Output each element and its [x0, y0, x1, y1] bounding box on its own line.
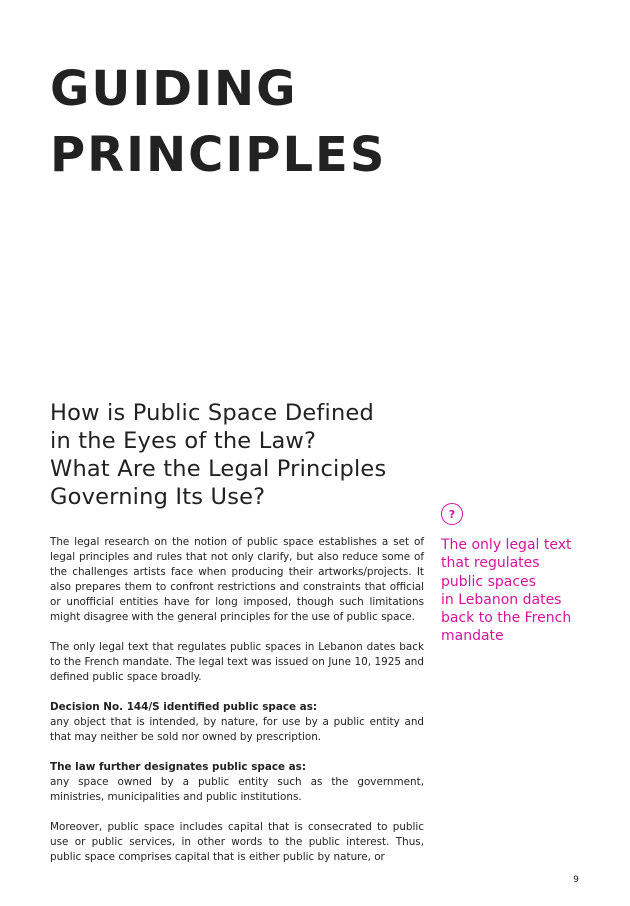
body-text-column [50, 535, 424, 865]
pull-quote [441, 536, 591, 646]
question-mark-icon: ? [441, 503, 463, 525]
body-paragraph-4 [50, 760, 424, 805]
body-paragraph-5: Moreover, public space includes capital that is consecrated to public use or public services, in other words to the public interest. Thus, public space comprises capital that is either public by nature, or [50, 821, 424, 863]
pull-quote-line-3: public spaces [441, 573, 536, 590]
pull-quote-line-5: back to the French [441, 610, 572, 627]
page-title [50, 56, 570, 188]
pull-quote-line-6: mandate [441, 628, 504, 645]
page-title-line-2: PRINCIPLES [50, 127, 387, 183]
decision-definition: any object that is intended, by nature, for use by a public entity and that may neither be sold nor owned by prescription. [50, 716, 424, 743]
law-designation-definition: any space owned by a public entity such as the government, ministries, municipalities and public institutions. [50, 776, 424, 803]
pull-quote-line-4: in Lebanon dates [441, 591, 562, 608]
body-paragraph-2: The only legal text that regulates public spaces in Lebanon dates back to the French mandate. The legal text was issued on June 10, 1925 and defined public space broadly. [50, 641, 424, 683]
pull-quote-line-1: The only legal text [441, 537, 572, 553]
page-number: 9 [573, 875, 579, 885]
section-heading [50, 399, 440, 511]
law-designation-heading: The law further designates public space as: [50, 761, 307, 773]
section-heading-line-2: in the Eyes of the Law? [50, 428, 317, 454]
pull-quote-line-2: that regulates [441, 555, 540, 572]
decision-heading: Decision No. 144/S identified public space as: [50, 701, 318, 713]
body-paragraph-3 [50, 700, 424, 745]
body-paragraph-1: The legal research on the notion of public space establishes a set of legal principles and rules that not only clarify, but also reduce some of the challenges artists face when producing their artworks/projects. It also prepares them to confront restrictions and constraints that official or unofficial entities have for long imposed, though such limitations might disagree with the general principles for the use of public space. [50, 536, 424, 623]
section-heading-line-1: How is Public Space Defined [50, 400, 374, 426]
page-title-line-1: GUIDING [50, 61, 298, 117]
section-heading-line-3: What Are the Legal Principles [50, 456, 387, 482]
sidenote [441, 503, 591, 646]
section-heading-line-4: Governing Its Use? [50, 484, 266, 510]
